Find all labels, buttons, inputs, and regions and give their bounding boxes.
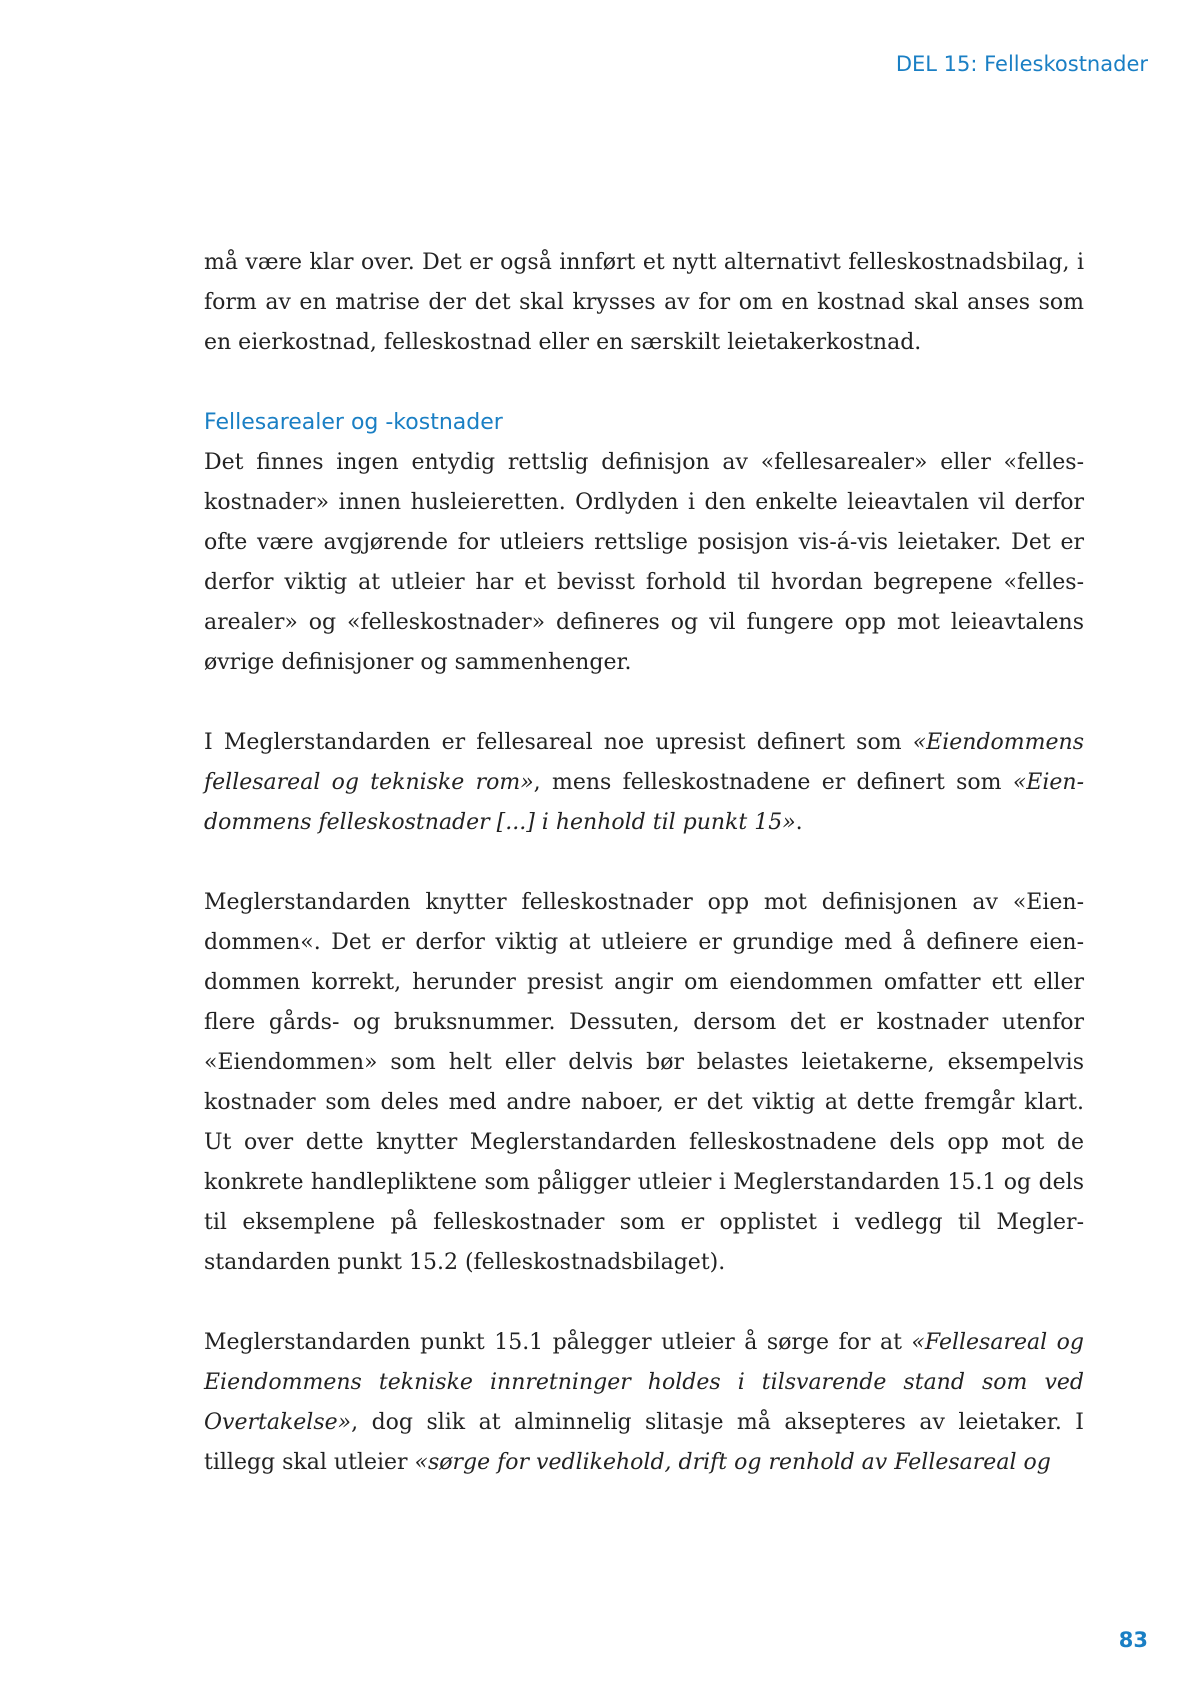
page-body bbox=[204, 243, 1084, 1483]
text-run: , dog slik at alminnelig slitasje må aksepteres av leietaker. I tillegg skal utleier bbox=[204, 1410, 1084, 1475]
page-number: 83 bbox=[1118, 1628, 1148, 1652]
quote-felleskostnader: «Eiendommens felleskostnader [...] i henhold til punkt 15» bbox=[204, 770, 1085, 835]
section-heading: Fellesarealer og -kostnader bbox=[204, 410, 503, 435]
text-run: , mens felleskostnadene er definert som bbox=[533, 770, 1013, 795]
quote-fellesareal: «Eiendommens fellesareal og tekniske rom» bbox=[204, 730, 1084, 795]
text-run: . bbox=[795, 810, 803, 835]
paragraph-punkt-15-1 bbox=[204, 1323, 1084, 1483]
paragraph-meglerstandarden-definition bbox=[204, 723, 1084, 843]
paragraph-definitions: Det finnes ingen entydig rettslig definisjon av «fellesarealer» eller «felleskostnader» innen husleieretten. Ordlyden i den enkelte leieavtalen vil derfor ofte være avgjørende for utleiers rettslige posisjon vis-á-vis leietaker. Det er derfor viktig at utleier har et bevisst forhold til hvordan begrepene «fellesarealer» og «felleskostnader» defineres og vil fungere opp mot leieavtalens øvrige definisjoner og sammenhenger. bbox=[204, 450, 1084, 675]
text-run: Meglerstandarden punkt 15.1 pålegger utleier å sørge for at bbox=[204, 1330, 912, 1355]
paragraph-eiendommen: Meglerstandarden knytter felleskostnader opp mot definisjonen av «Eiendommen«. Det er derfor viktig at utleiere er grundige med å definere eiendommen korrekt, herunder presist angir om eiendommen omfatter ett eller flere gårds- og bruksnummer. Dessuten, dersom det er kostnader utenfor «Eiendommen» som helt eller delvis bør belastes leietakerne, eksempelvis kostnader som deles med andre naboer, er det viktig at dette fremgår klart. Ut over dette knytter Meglerstandarden felleskostnadene dels opp mot de konkrete handlepliktene som påligger utleier i Meglerstandarden 15.1 og dels til eksemplene på felleskostnader som er opplistet i vedlegg til Meglerstandarden punkt 15.2 (felleskostnadsbilaget). bbox=[204, 890, 1084, 1275]
quote-tekniske-innretninger: «Fellesareal og Eiendommens tekniske innretninger holdes i tilsvarende stand som ved Overtakelse» bbox=[204, 1330, 1084, 1435]
text-run: I Meglerstandarden er fellesareal noe upresist definert som bbox=[204, 730, 913, 755]
paragraph-intro: må være klar over. Det er også innført et nytt alternativt felleskostnadsbilag, i form av en matrise der det skal krysses av for om en kostnad skal anses som en eierkostnad, felleskostnad eller en særskilt leietakerkostnad. bbox=[204, 250, 1084, 355]
quote-vedlikehold: «sørge for vedlikehold, drift og renhold av Fellesareal og bbox=[414, 1450, 1051, 1475]
running-header: DEL 15: Felleskostnader bbox=[895, 52, 1148, 76]
